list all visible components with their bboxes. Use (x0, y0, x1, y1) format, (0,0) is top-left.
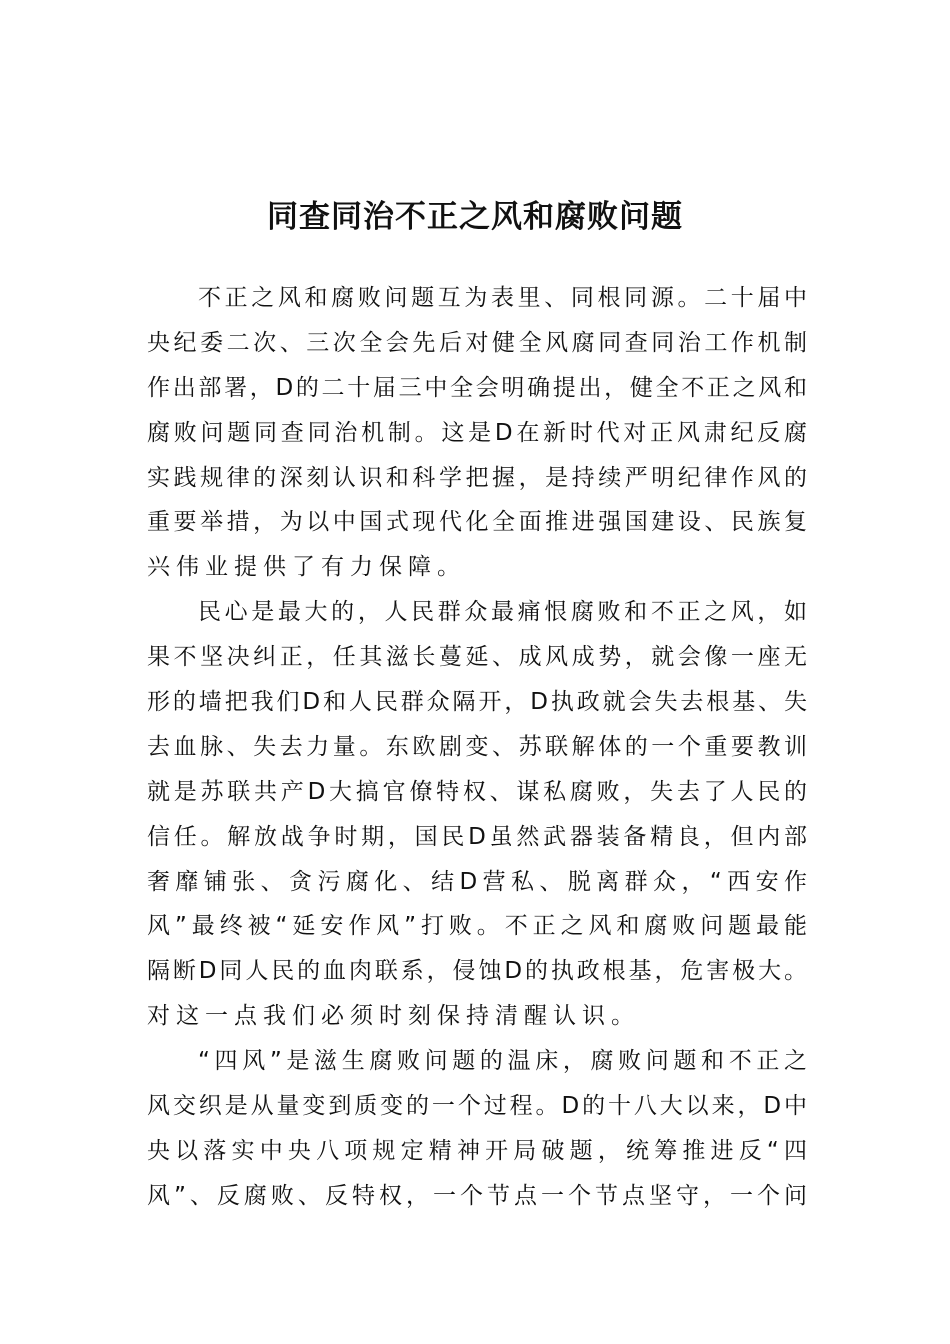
paragraph-line: 实践规律的深刻认识和科学把握，是持续严明纪律作风的 (147, 464, 807, 491)
paragraph-line: 重要举措，为以中国式现代化全面推进强国建设、民族复 (147, 509, 807, 536)
paragraph (147, 278, 807, 592)
paragraph-line: 央纪委二次、三次全会先后对健全风腐同查同治工作机制 (147, 329, 807, 356)
paragraph-line: 去血脉、失去力量。东欧剧变、苏联解体的一个重要教训 (147, 733, 807, 760)
paragraph-line: 民心是最大的，人民群众最痛恨腐败和不正之风，如 (198, 599, 807, 626)
paragraph-line: 奢靡铺张、贪污腐化、结D营私、脱离群众，“西安作 (147, 868, 807, 895)
paragraph-line: 风交织是从量变到质变的一个过程。D的十八大以来，D中 (147, 1093, 807, 1120)
paragraph-line: 风”、反腐败、反特权，一个节点一个节点坚守，一个问 (147, 1182, 807, 1209)
paragraph (147, 592, 807, 1041)
paragraph-line: 果不坚决纠正，任其滋长蔓延、成风成势，就会像一座无 (147, 644, 807, 671)
paragraph-line: 央以落实中央八项规定精神开局破题，统筹推进反“四 (147, 1137, 807, 1164)
paragraph-line: 信任。解放战争时期，国民D虽然武器装备精良，但内部 (147, 823, 807, 850)
paragraph-line: 就是苏联共产D大搞官僚特权、谋私腐败，失去了人民的 (147, 778, 807, 805)
paragraph-line: 不正之风和腐败问题互为表里、同根同源。二十届中 (198, 285, 807, 311)
paragraph-line: 腐败问题同查同治机制。这是D在新时代对正风肃纪反腐 (147, 419, 807, 446)
paragraph-line: 兴伟业提供了有力保障。 (147, 554, 466, 581)
paragraph-line: 隔断D同人民的血肉联系，侵蚀D的执政根基，危害极大。 (147, 958, 807, 985)
paragraph-line: 对这一点我们必须时刻保持清醒认识。 (147, 1003, 640, 1030)
document-body (147, 278, 807, 1221)
document-title: 同查同治不正之风和腐败问题 (267, 198, 683, 235)
paragraph (147, 1041, 807, 1221)
paragraph-line: 风”最终被“延安作风”打败。不正之风和腐败问题最能 (147, 913, 807, 940)
paragraph-line: “四风”是滋生腐败问题的温床，腐败问题和不正之 (198, 1048, 807, 1075)
paragraph-line: 形的墙把我们D和人民群众隔开，D执政就会失去根基、失 (147, 689, 807, 716)
paragraph-line: 作出部署，D的二十届三中全会明确提出，健全不正之风和 (147, 374, 807, 401)
